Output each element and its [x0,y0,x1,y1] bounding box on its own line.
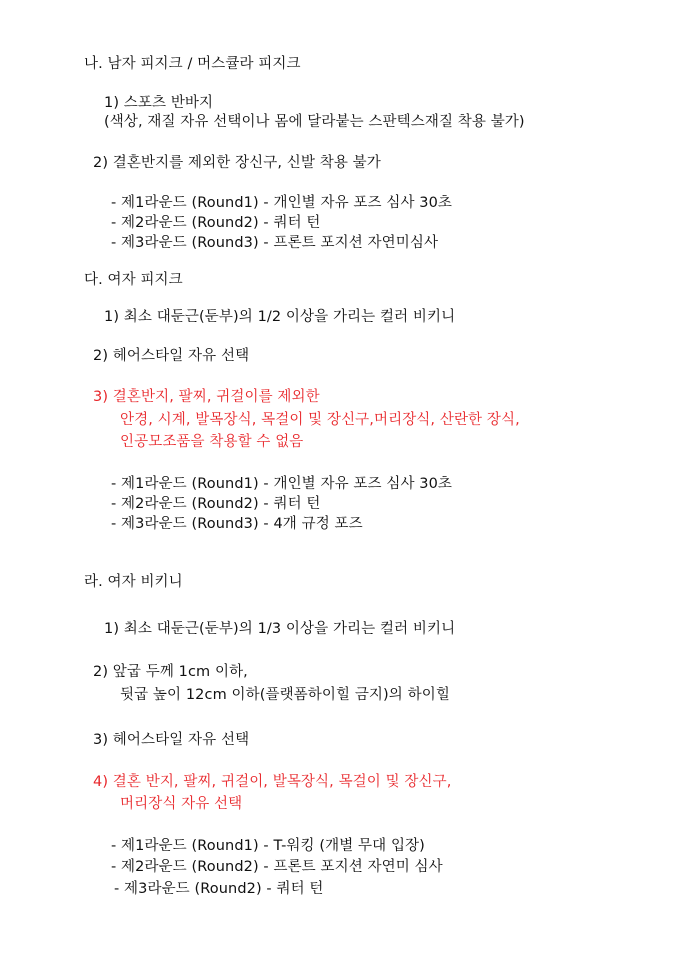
section-heading-men-physique: 나. 남자 피지크 / 머스큘라 피지크 [84,56,301,72]
women-bikini-item-2-line-2: 뒷굽 높이 12cm 이하(플랫폼하이힐 금지)의 하이힐 [120,687,450,703]
women-bikini-item-4-line-2: 머리장식 자유 선택 [120,796,243,812]
men-item-2: 2) 결혼반지를 제외한 장신구, 신발 착용 불가 [93,155,381,171]
women-physique-item-2: 2) 헤어스타일 자유 선택 [93,348,250,364]
men-item-1-detail: (색상, 재질 자유 선택이나 몸에 달라붙는 스판텍스재질 착용 불가) [104,114,525,130]
section-heading-women-physique: 다. 여자 피지크 [84,272,183,288]
women-physique-item-1: 1) 최소 대둔근(둔부)의 1/2 이상을 가리는 컬러 비키니 [104,309,456,325]
women-physique-round-3: - 제3라운드 (Round3) - 4개 규정 포즈 [111,516,363,532]
men-round-1: - 제1라운드 (Round1) - 개인별 자유 포즈 심사 30초 [111,195,453,211]
women-bikini-item-3: 3) 헤어스타일 자유 선택 [93,732,250,748]
women-bikini-item-4-line-1: 4) 결혼 반지, 팔찌, 귀걸이, 발목장식, 목걸이 및 장신구, [93,774,452,790]
section-heading-women-bikini: 라. 여자 비키니 [84,574,183,590]
men-round-3: - 제3라운드 (Round3) - 프론트 포지션 자연미심사 [111,235,439,251]
women-physique-round-2: - 제2라운드 (Round2) - 쿼터 턴 [111,496,321,512]
men-round-2: - 제2라운드 (Round2) - 쿼터 턴 [111,215,321,231]
women-bikini-round-1: - 제1라운드 (Round1) - T-워킹 (개별 무대 입장) [111,838,425,854]
women-bikini-round-3: - 제3라운드 (Round2) - 쿼터 턴 [114,881,324,897]
women-physique-item-3-line-2: 안경, 시계, 발목장식, 목걸이 및 장신구,머리장식, 산란한 장식, [120,412,520,428]
women-physique-item-3-line-1: 3) 결혼반지, 팔찌, 귀걸이를 제외한 [93,389,320,405]
women-bikini-item-1: 1) 최소 대둔근(둔부)의 1/3 이상을 가리는 컬러 비키니 [104,621,456,637]
women-physique-round-1: - 제1라운드 (Round1) - 개인별 자유 포즈 심사 30초 [111,476,453,492]
women-physique-item-3-line-3: 인공모조품을 착용할 수 없음 [120,434,304,450]
women-bikini-round-2: - 제2라운드 (Round2) - 프론트 포지션 자연미 심사 [111,859,443,875]
women-bikini-item-2-line-1: 2) 앞굽 두께 1cm 이하, [93,664,248,680]
men-item-1-title: 1) 스포츠 반바지 [104,95,214,111]
